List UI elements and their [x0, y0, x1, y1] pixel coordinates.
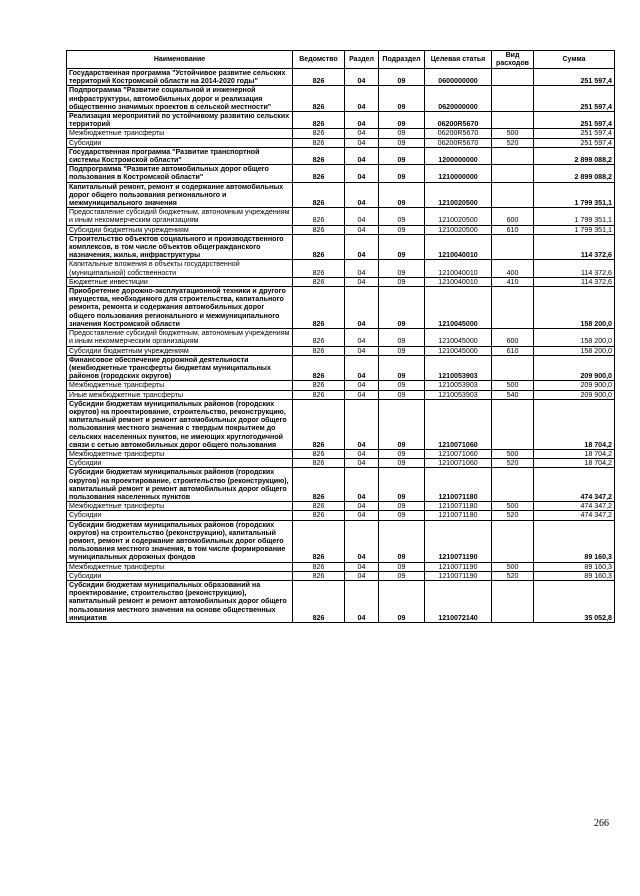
- cell-pod: 09: [379, 580, 425, 622]
- cell-vid: 500: [492, 502, 534, 511]
- cell-stat: 1210071180: [425, 502, 492, 511]
- cell-vid: [492, 468, 534, 502]
- col-header-podrazdel: Подраздел: [379, 51, 425, 69]
- cell-sum: 35 052,8: [534, 580, 615, 622]
- cell-ved: 826: [293, 449, 345, 458]
- cell-ved: 826: [293, 86, 345, 112]
- table-row: [67, 138, 615, 147]
- cell-ved: 826: [293, 399, 345, 449]
- table-row: [67, 287, 615, 329]
- cell-vid: [492, 234, 534, 260]
- cell-ved: 826: [293, 381, 345, 390]
- cell-ved: 826: [293, 511, 345, 520]
- cell-ved: 826: [293, 277, 345, 286]
- cell-vid: 600: [492, 329, 534, 346]
- cell-stat: 0620000000: [425, 86, 492, 112]
- table-header-row: [67, 51, 615, 69]
- cell-ved: 826: [293, 580, 345, 622]
- cell-sum: 18 704,2: [534, 459, 615, 468]
- cell-sum: 114 372,6: [534, 277, 615, 286]
- cell-stat: 06200R5670: [425, 129, 492, 138]
- cell-stat: 1210053903: [425, 381, 492, 390]
- cell-name: Межбюджетные трансферты: [67, 502, 293, 511]
- table-row: [67, 277, 615, 286]
- cell-pod: 09: [379, 69, 425, 86]
- table-row: [67, 234, 615, 260]
- cell-raz: 04: [345, 511, 379, 520]
- table-row: [67, 165, 615, 182]
- cell-raz: 04: [345, 138, 379, 147]
- cell-name: Субсидии бюджетным учреждениям: [67, 346, 293, 355]
- cell-sum: 89 160,3: [534, 520, 615, 562]
- cell-raz: 04: [345, 459, 379, 468]
- cell-stat: 1210071190: [425, 562, 492, 571]
- cell-stat: 1210020500: [425, 208, 492, 225]
- table-row: [67, 390, 615, 399]
- cell-raz: 04: [345, 381, 379, 390]
- cell-raz: 04: [345, 277, 379, 286]
- cell-stat: 1210071190: [425, 520, 492, 562]
- budget-table: [66, 50, 615, 623]
- cell-stat: 1210045000: [425, 329, 492, 346]
- cell-sum: 18 704,2: [534, 399, 615, 449]
- table-row: [67, 580, 615, 622]
- cell-vid: 500: [492, 129, 534, 138]
- cell-name: Бюджетные инвестиции: [67, 277, 293, 286]
- cell-vid: 520: [492, 511, 534, 520]
- table-row: [67, 502, 615, 511]
- table-row: [67, 399, 615, 449]
- cell-ved: 826: [293, 502, 345, 511]
- table-row: [67, 129, 615, 138]
- cell-raz: 04: [345, 287, 379, 329]
- cell-stat: 1210071190: [425, 571, 492, 580]
- cell-stat: 0600000000: [425, 69, 492, 86]
- cell-ved: 826: [293, 390, 345, 399]
- cell-stat: 1210071180: [425, 468, 492, 502]
- cell-vid: [492, 112, 534, 129]
- cell-name: Межбюджетные трансферты: [67, 129, 293, 138]
- cell-stat: 1210053903: [425, 390, 492, 399]
- table-row: [67, 511, 615, 520]
- cell-raz: 04: [345, 208, 379, 225]
- cell-sum: 209 900,0: [534, 355, 615, 381]
- cell-sum: 251 597,4: [534, 138, 615, 147]
- cell-sum: 251 597,4: [534, 112, 615, 129]
- cell-name: Субсидии бюджетам муниципальных районов (городских округов) на строительство (реконструкцию), капитальный ремонт, ремонт и содержание автомобильных дорог общего пользования местного значения, в том числе формирование муниципальных дорожных фондов: [67, 520, 293, 562]
- cell-pod: 09: [379, 165, 425, 182]
- cell-raz: 04: [345, 69, 379, 86]
- cell-sum: 158 200,0: [534, 287, 615, 329]
- table-row: [67, 208, 615, 225]
- cell-pod: 09: [379, 86, 425, 112]
- cell-name: Субсидии бюджетным учреждениям: [67, 225, 293, 234]
- cell-ved: 826: [293, 138, 345, 147]
- table-row: [67, 147, 615, 164]
- cell-pod: 09: [379, 562, 425, 571]
- cell-pod: 09: [379, 571, 425, 580]
- cell-pod: 09: [379, 459, 425, 468]
- cell-name: Субсидии бюджетам муниципальных образований на проектирование, строительство (реконструкцию), капитальный ремонт и ремонт автомобильных дорог общего пользования местного значения на основе общественных инициатив: [67, 580, 293, 622]
- cell-raz: 04: [345, 225, 379, 234]
- cell-pod: 09: [379, 260, 425, 277]
- cell-vid: [492, 520, 534, 562]
- cell-ved: 826: [293, 571, 345, 580]
- cell-name: Иные межбюджетные трансферты: [67, 390, 293, 399]
- cell-raz: 04: [345, 468, 379, 502]
- cell-sum: 251 597,4: [534, 129, 615, 138]
- cell-pod: 09: [379, 390, 425, 399]
- page-number: 266: [594, 818, 609, 829]
- cell-ved: 826: [293, 260, 345, 277]
- cell-stat: 1210071060: [425, 449, 492, 458]
- cell-stat: 1210040010: [425, 277, 492, 286]
- cell-vid: [492, 147, 534, 164]
- cell-ved: 826: [293, 112, 345, 129]
- cell-stat: 1210020500: [425, 182, 492, 208]
- cell-stat: 06200R5670: [425, 138, 492, 147]
- cell-name: Приобретение дорожно-эксплуатационной техники и другого имущества, необходимого для строительства, капитального ремонта, ремонта и содержания автомобильных дорог общего пользования регионального и межмуниципального значения Костромской области: [67, 287, 293, 329]
- cell-pod: 09: [379, 329, 425, 346]
- cell-sum: 114 372,6: [534, 234, 615, 260]
- table-body: [67, 69, 615, 623]
- cell-name: Капитальные вложения в объекты государственной (муниципальной) собственности: [67, 260, 293, 277]
- cell-vid: 540: [492, 390, 534, 399]
- cell-ved: 826: [293, 182, 345, 208]
- cell-stat: 1210053903: [425, 355, 492, 381]
- cell-ved: 826: [293, 459, 345, 468]
- cell-pod: 09: [379, 112, 425, 129]
- table-row: [67, 346, 615, 355]
- table-row: [67, 69, 615, 86]
- cell-ved: 826: [293, 234, 345, 260]
- cell-pod: 09: [379, 468, 425, 502]
- cell-vid: [492, 165, 534, 182]
- cell-raz: 04: [345, 562, 379, 571]
- table-row: [67, 260, 615, 277]
- cell-raz: 04: [345, 580, 379, 622]
- table-row: [67, 571, 615, 580]
- cell-sum: 158 200,0: [534, 329, 615, 346]
- cell-stat: 1210072140: [425, 580, 492, 622]
- cell-sum: 1 799 351,1: [534, 225, 615, 234]
- cell-vid: [492, 86, 534, 112]
- cell-sum: 251 597,4: [534, 69, 615, 86]
- cell-raz: 04: [345, 346, 379, 355]
- table-row: [67, 182, 615, 208]
- cell-name: Строительство объектов социального и производственного комплексов, в том числе объектов общегражданского назначения, жилья, инфраструктуры: [67, 234, 293, 260]
- cell-stat: 1210040010: [425, 260, 492, 277]
- table-row: [67, 225, 615, 234]
- cell-raz: 04: [345, 502, 379, 511]
- cell-pod: 09: [379, 287, 425, 329]
- cell-pod: 09: [379, 502, 425, 511]
- cell-name: Субсидии: [67, 459, 293, 468]
- cell-sum: 474 347,2: [534, 468, 615, 502]
- cell-vid: 610: [492, 346, 534, 355]
- cell-sum: 89 160,3: [534, 562, 615, 571]
- cell-sum: 2 899 088,2: [534, 165, 615, 182]
- cell-vid: [492, 69, 534, 86]
- cell-sum: 474 347,2: [534, 502, 615, 511]
- cell-stat: 1210071060: [425, 399, 492, 449]
- cell-name: Субсидии: [67, 138, 293, 147]
- cell-name: Субсидии бюджетам муниципальных районов (городских округов) на проектирование, строительство, реконструкцию, капитальный ремонт и ремонт автомобильных дорог общего пользования местного значения с твердым покрытием до сельских населенных пунктов, не имеющих круглогодичной связи с сетью автомобильных дорог общего пользования: [67, 399, 293, 449]
- cell-sum: 209 900,0: [534, 381, 615, 390]
- cell-sum: 114 372,6: [534, 260, 615, 277]
- cell-name: Субсидии бюджетам муниципальных районов (городских округов) на проектирование, строительство (реконструкцию), капитальный ремонт и ремонт автомобильных дорог общего пользования населенных пунктов: [67, 468, 293, 502]
- cell-ved: 826: [293, 346, 345, 355]
- cell-vid: [492, 287, 534, 329]
- cell-raz: 04: [345, 86, 379, 112]
- cell-pod: 09: [379, 225, 425, 234]
- cell-vid: 600: [492, 208, 534, 225]
- table-row: [67, 520, 615, 562]
- cell-vid: 610: [492, 225, 534, 234]
- cell-raz: 04: [345, 165, 379, 182]
- cell-sum: 209 900,0: [534, 390, 615, 399]
- cell-raz: 04: [345, 571, 379, 580]
- cell-stat: 06200R5670: [425, 112, 492, 129]
- cell-sum: 474 347,2: [534, 511, 615, 520]
- col-header-summa: Сумма: [534, 51, 615, 69]
- cell-sum: 1 799 351,1: [534, 208, 615, 225]
- cell-raz: 04: [345, 355, 379, 381]
- cell-ved: 826: [293, 165, 345, 182]
- cell-vid: 520: [492, 138, 534, 147]
- cell-stat: 1200000000: [425, 147, 492, 164]
- cell-pod: 09: [379, 511, 425, 520]
- cell-name: Государственная программа "Устойчивое развитие сельских территорий Костромской области на 2014-2020 годы": [67, 69, 293, 86]
- table-row: [67, 86, 615, 112]
- table-row: [67, 562, 615, 571]
- cell-raz: 04: [345, 520, 379, 562]
- table-row: [67, 381, 615, 390]
- cell-pod: 09: [379, 182, 425, 208]
- cell-name: Подпрограмма "Развитие социальной и инженерной инфраструктуры, автомобильных дорог и реализация общественно значимых проектов в сельской местности": [67, 86, 293, 112]
- cell-name: Подпрограмма "Развитие автомобильных дорог общего пользования в Костромской области": [67, 165, 293, 182]
- cell-pod: 09: [379, 399, 425, 449]
- cell-stat: 1210071060: [425, 459, 492, 468]
- cell-name: Субсидии: [67, 511, 293, 520]
- cell-vid: 500: [492, 381, 534, 390]
- cell-vid: [492, 399, 534, 449]
- cell-vid: 500: [492, 449, 534, 458]
- col-header-stat: Целевая статья: [425, 51, 492, 69]
- cell-vid: 520: [492, 459, 534, 468]
- cell-raz: 04: [345, 329, 379, 346]
- cell-pod: 09: [379, 208, 425, 225]
- cell-pod: 09: [379, 346, 425, 355]
- cell-sum: 2 899 088,2: [534, 147, 615, 164]
- cell-sum: 251 597,4: [534, 86, 615, 112]
- table-row: [67, 459, 615, 468]
- table-row: [67, 112, 615, 129]
- cell-raz: 04: [345, 112, 379, 129]
- cell-pod: 09: [379, 147, 425, 164]
- cell-raz: 04: [345, 449, 379, 458]
- cell-stat: 1210020500: [425, 225, 492, 234]
- col-header-razdel: Раздел: [345, 51, 379, 69]
- cell-name: Межбюджетные трансферты: [67, 562, 293, 571]
- cell-raz: 04: [345, 234, 379, 260]
- cell-stat: 1210040010: [425, 234, 492, 260]
- cell-sum: 1 799 351,1: [534, 182, 615, 208]
- cell-stat: 1210000000: [425, 165, 492, 182]
- cell-ved: 826: [293, 562, 345, 571]
- cell-raz: 04: [345, 147, 379, 164]
- cell-ved: 826: [293, 129, 345, 138]
- cell-pod: 09: [379, 355, 425, 381]
- cell-sum: 89 160,3: [534, 571, 615, 580]
- cell-ved: 826: [293, 329, 345, 346]
- cell-name: Субсидии: [67, 571, 293, 580]
- cell-ved: 826: [293, 355, 345, 381]
- cell-name: Предоставление субсидий бюджетным, автономным учреждениям и иным некоммерческим организациям: [67, 329, 293, 346]
- cell-name: Государственная программа "Развитие транспортной системы Костромской области": [67, 147, 293, 164]
- cell-vid: [492, 182, 534, 208]
- cell-raz: 04: [345, 129, 379, 138]
- cell-ved: 826: [293, 147, 345, 164]
- cell-raz: 04: [345, 182, 379, 208]
- cell-name: Финансовое обеспечение дорожной деятельности (межбюджетные трансферты бюджетам муниципальных районов (городских округов): [67, 355, 293, 381]
- cell-sum: 158 200,0: [534, 346, 615, 355]
- cell-name: Капитальный ремонт, ремонт и содержание автомобильных дорог общего пользования регионального и межмуниципального значения: [67, 182, 293, 208]
- cell-vid: [492, 580, 534, 622]
- cell-pod: 09: [379, 138, 425, 147]
- table-row: [67, 468, 615, 502]
- cell-pod: 09: [379, 381, 425, 390]
- cell-stat: 1210071180: [425, 511, 492, 520]
- cell-stat: 1210045000: [425, 287, 492, 329]
- cell-pod: 09: [379, 449, 425, 458]
- cell-vid: [492, 355, 534, 381]
- cell-name: Предоставление субсидий бюджетным, автономным учреждениям и иным некоммерческим организациям: [67, 208, 293, 225]
- cell-pod: 09: [379, 277, 425, 286]
- cell-raz: 04: [345, 390, 379, 399]
- cell-ved: 826: [293, 520, 345, 562]
- cell-stat: 1210045000: [425, 346, 492, 355]
- cell-ved: 826: [293, 468, 345, 502]
- cell-name: Межбюджетные трансферты: [67, 381, 293, 390]
- cell-vid: 520: [492, 571, 534, 580]
- table-row: [67, 355, 615, 381]
- cell-name: Реализация мероприятий по устойчивому развитию сельских территорий: [67, 112, 293, 129]
- cell-ved: 826: [293, 208, 345, 225]
- cell-vid: 410: [492, 277, 534, 286]
- cell-name: Межбюджетные трансферты: [67, 449, 293, 458]
- cell-raz: 04: [345, 399, 379, 449]
- col-header-vedomstvo: Ведомство: [293, 51, 345, 69]
- col-header-name: Наименование: [67, 51, 293, 69]
- cell-ved: 826: [293, 287, 345, 329]
- table-row: [67, 449, 615, 458]
- cell-pod: 09: [379, 520, 425, 562]
- cell-vid: 500: [492, 562, 534, 571]
- cell-raz: 04: [345, 260, 379, 277]
- cell-ved: 826: [293, 69, 345, 86]
- table-row: [67, 329, 615, 346]
- cell-sum: 18 704,2: [534, 449, 615, 458]
- cell-ved: 826: [293, 225, 345, 234]
- cell-pod: 09: [379, 234, 425, 260]
- col-header-vid: Вид расходов: [492, 51, 534, 69]
- cell-pod: 09: [379, 129, 425, 138]
- cell-vid: 400: [492, 260, 534, 277]
